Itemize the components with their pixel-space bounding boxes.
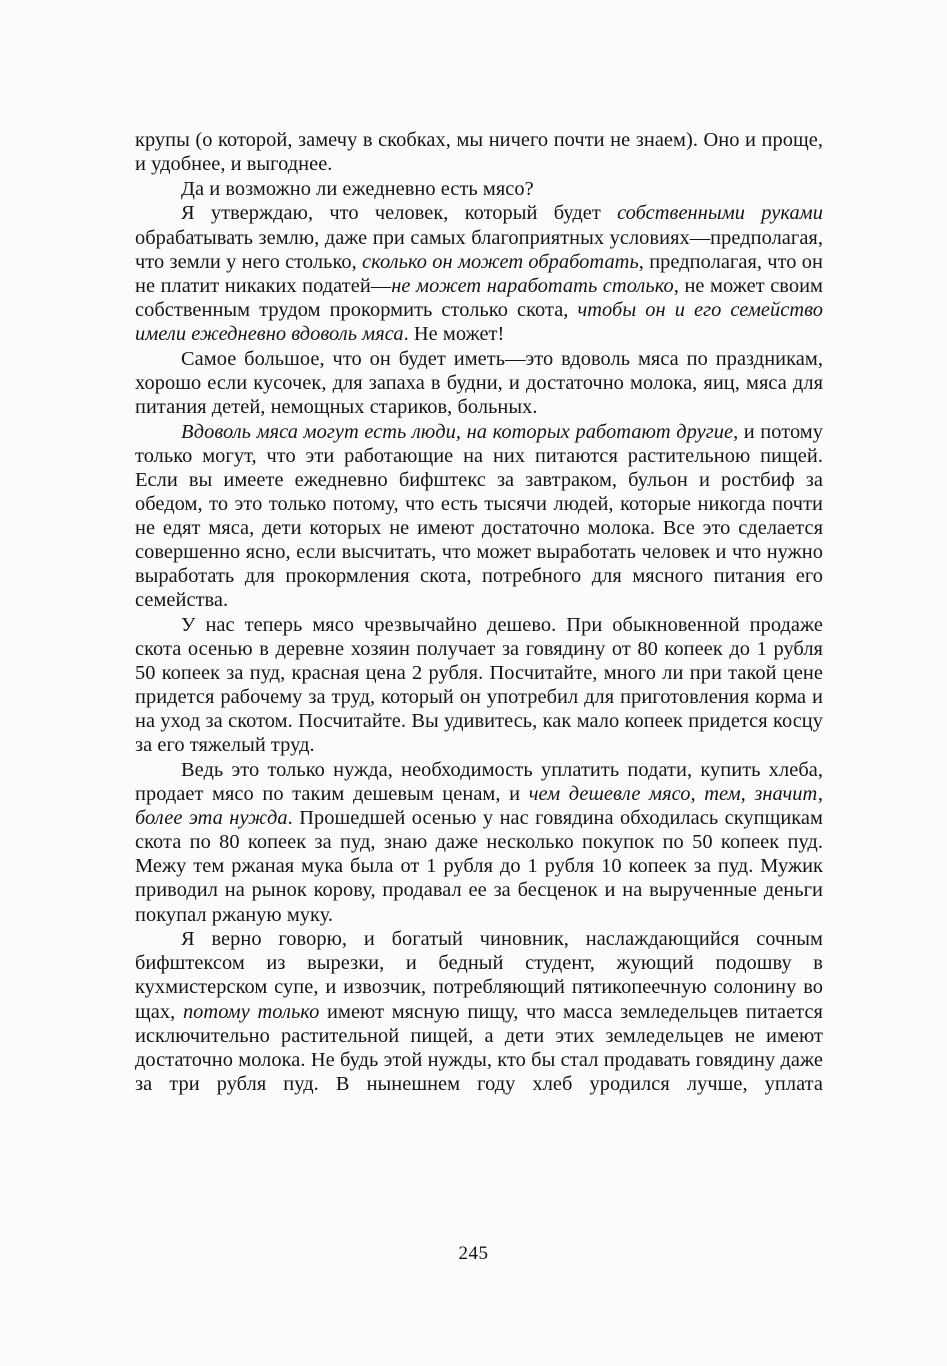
italic-text: чтобы он и его семейство имели ежедневно вдоволь мяса — [135, 298, 823, 345]
paragraph — [135, 201, 823, 346]
text-run: . Прошедшей осенью у нас говядина обходилась скупщикам скота по 80 копеек за пуд, знаю даже несколько покупок по 50 копеек пуд. Межу тем ржаная мука была от 1 рубля до 1 рубля 10 копеек за пуд. Мужик приводил на рынок корову, продавал ее за бесценок и на вырученные деньги покупал ржаную муку. — [135, 807, 823, 926]
text-run: , предполагая, что он не платит никаких податей— — [135, 250, 824, 297]
paragraph — [135, 927, 823, 1096]
text-run: обрабатывать землю, даже при самых благоприятных условиях—предполагая, что земли у него столько, — [135, 226, 823, 273]
text-run: , и потому только могут, что эти работающие на них питаются растительною пищей. Если вы имеете ежедневно бифштекс за завтраком, бульон и ростбиф за обедом, то это только потому, что есть тысячи людей, которые никогда почти не едят мяса, дети которых не имеют достаточно молока. Все это сделается совершенно ясно, если высчитать, что может выработать человек и что нужно выработать для прокормления скота, потребного для мясного питания его семейства. — [135, 420, 823, 612]
text-run: крупы (о которой, замечу в скобках, мы ничего почти не знаем). Оно и проще, и удобнее, и выгоднее. — [135, 129, 823, 176]
italic-text: собственными руками — [617, 202, 823, 225]
italic-text: чем дешевле мясо, тем, значит, более эта нужда — [135, 783, 823, 830]
italic-text: потому только — [182, 1000, 320, 1023]
text-run: У нас теперь мясо чрезвычайно дешево. При обыкновенной продаже скота осенью в деревне хозяин получает за говядину от 80 копеек до 1 рубля 50 копеек за пуд, красная цена 2 рубля. Посчитайте, много ли при такой цене придется рабочему за труд, который он употребил для приготовления корма и на уход за скотом. Посчитайте. Вы удивитесь, как мало копеек придется косцу за его тяжелый труд. — [135, 613, 823, 757]
paragraph — [135, 177, 823, 201]
text-run: Я верно говорю, и богатый чиновник, наслаждающийся сочным бифштексом из вырезки, и бедный студент, жующий подошву в кухмистерском супе, и извозчик, потребляющий пятикопеечную солонину во щах, — [135, 928, 823, 1023]
text-run: Ведь это только нужда, необходимость уплатить подати, купить хлеба, продает мясо по таким дешевым ценам, и — [135, 759, 823, 806]
text-run: . Не может! — [403, 322, 505, 345]
page-number: 245 — [458, 1243, 489, 1264]
page-body — [135, 128, 823, 1096]
paragraph — [135, 128, 823, 176]
italic-text: сколько он может обработать — [362, 250, 639, 273]
italic-text: не может наработать столько — [391, 274, 674, 297]
paragraph — [135, 347, 823, 419]
paragraph — [135, 613, 823, 758]
text-run: имеют мясную пищу, что масса земледельцев питается исключительно растительной пищей, а дети этих земледельцев не имеют достаточно молока. Не будь этой нужды, кто бы стал продавать говядину даже за три рубля пуд. В нынешнем году хлеб уродился лучше, уплата — [135, 1000, 823, 1095]
paragraph — [135, 420, 823, 613]
text-run: Самое большое, что он будет иметь—это вдоволь мяса по праздникам, хорошо если кусочек, для запаха в будни, и достаточно молока, яиц, мяса для питания детей, немощных стариков, больных. — [135, 347, 823, 418]
italic-text: Вдоволь мяса могут есть люди, на которых работают другие — [181, 420, 734, 443]
text-run: Я утверждаю, что человек, который будет — [181, 202, 618, 225]
paragraph — [135, 758, 823, 927]
text-run: Да и возможно ли ежедневно есть мясо? — [181, 177, 534, 200]
text-run: , не может своим собственным трудом прокормить столько скота, — [135, 274, 823, 321]
